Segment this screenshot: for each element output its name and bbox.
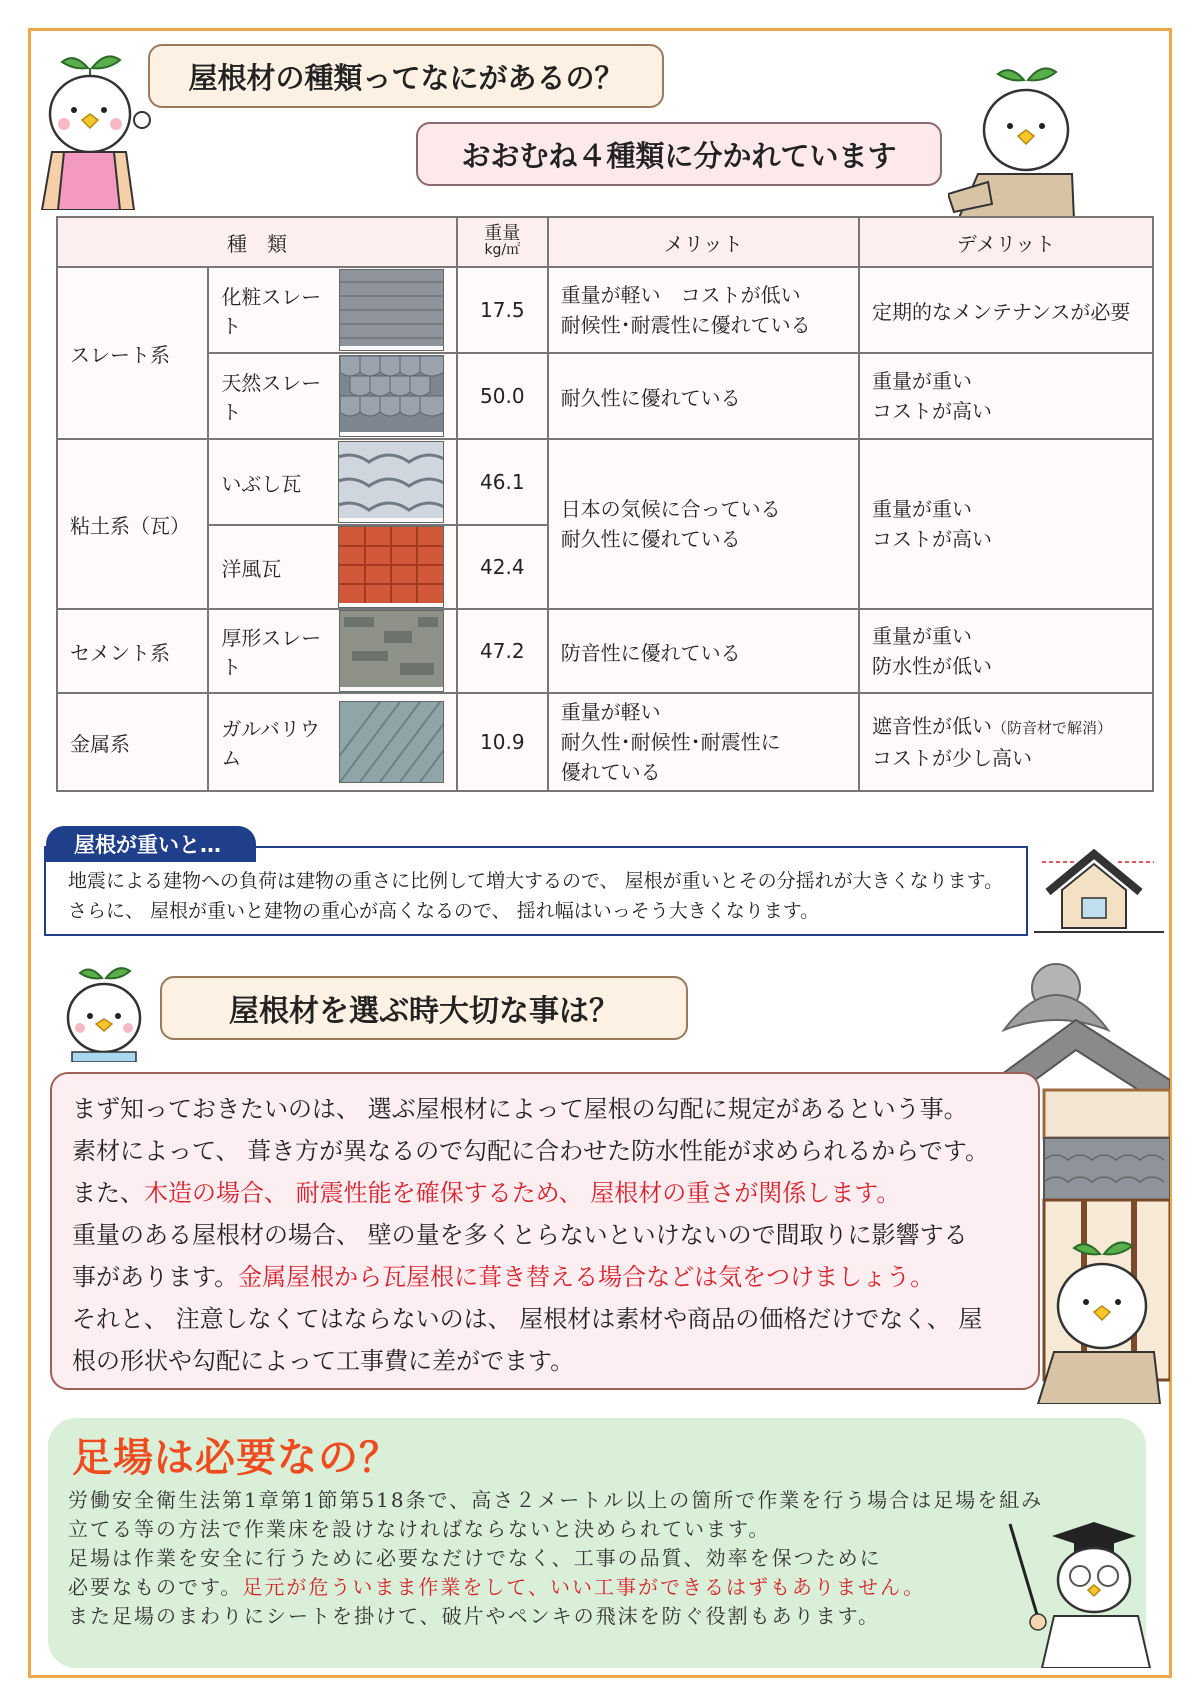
note-text: 事があります。 [72,1263,239,1291]
note-highlight: 木造の場合、 耐震性能を確保するため、 屋根材の重さが関係します。 [144,1179,901,1207]
note-line: 根の形状や勾配によって工事費に差がでます。 [72,1347,575,1375]
merit-line: 重量が軽い [560,700,661,724]
demerit-line: 重量が重い [871,624,972,648]
merit-cell [548,439,859,609]
scaffold-text-part: 必要なものです。 [68,1575,243,1599]
weight-cell: 10.9 [457,693,548,791]
decorative-thick-slate-photo [339,610,443,692]
scaffold-line: 労働安全衛生法第1章第1節第518条で、高さ２メートル以上の箇所で作業を行う場合は足場を組み [68,1488,1044,1512]
merit-line: 日本の気候に合っている [560,497,781,521]
material-name: 天然スレート [221,371,322,424]
scaffold-text [68,1486,1128,1631]
col-header-weight-label: 重量 [484,223,521,244]
scaffold-line: 足場は作業を安全に行うために必要なだけでなく、工事の品質、効率を保つために [68,1546,882,1570]
note-text: また、 [72,1179,144,1207]
group-cell: 粘土系（瓦） [57,439,208,609]
demerit-cell [859,693,1153,791]
demerit-cell [859,267,1153,353]
material-cell [208,693,457,791]
scaffold-title: 足場は必要なの？ [72,1435,400,1481]
col-header-weight [457,217,548,267]
decorative-western-tile-photo [338,526,444,608]
demerit-line: コストが少し高い [871,746,1032,770]
demerit-cell [859,353,1153,439]
merit-line: 防音性に優れている [560,640,741,665]
col-header-weight-unit: kg/㎡ [484,242,521,258]
mascot-worker-illustration [948,54,1078,220]
heavy-roof-tab: 屋根が重いと… [46,826,256,862]
table-row [57,439,1153,525]
heading-four-types-text: おおむね４種類に分かれています [461,138,897,173]
mascot-worker-2-illustration [1024,1228,1164,1404]
group-cell: セメント系 [57,609,208,693]
note-line: 重量のある屋根材の場合、 壁の量を多くとらないといけないので間取りに影響する [72,1221,968,1249]
scaffold-highlight: 足元が危ういまま作業をして、いい工事ができるはずもありません。 [242,1575,926,1599]
note-line: 素材によって、 葺き方が異なるので勾配に合わせた防水性能が求められるからです。 [72,1137,989,1165]
material-name: 洋風瓦 [221,556,282,581]
weight-cell: 42.4 [457,525,548,609]
scaffold-line: また足場のまわりにシートを掛けて、破片やペンキの飛沫を防ぐ役割もあります。 [68,1604,880,1628]
heavy-roof-line: 地震による建物への負荷は建物の重さに比例して増大するので、 屋根が重いとその分揺れが大きくなります。 [68,870,1004,892]
material-name: 厚形スレート [221,626,322,679]
table-row [57,267,1153,353]
scaffold-line: 立てる等の方法で作業床を設けなければならないと決められています。 [68,1517,771,1541]
merit-line: 耐久性に優れている [560,385,741,410]
merit-line: 耐候性･耐震性に優れている [560,313,811,337]
note-line [72,1256,1020,1298]
group-cell: 金属系 [57,693,208,791]
demerit-line: 防水性が低い [871,654,992,678]
merit-line: 耐久性･耐候性･耐震性に [560,730,781,754]
material-name: いぶし瓦 [221,471,302,496]
material-cell [208,439,457,525]
house-sway-illustration [1034,846,1164,938]
demerit-note: （防音材で解消） [991,719,1112,737]
note-highlight: 金属屋根から瓦屋根に葺き替える場合などは気をつけましょう。 [238,1263,935,1291]
merit-cell [548,693,859,791]
weight-cell: 46.1 [457,439,548,525]
table-row [57,609,1153,693]
demerit-cell [859,609,1153,693]
merit-cell [548,609,859,693]
heavy-roof-line: さらに、 屋根が重いと建物の重心が高くなるので、 揺れ幅はいっそう大きくなります。 [68,900,820,922]
mascot-professor-illustration [1008,1518,1158,1668]
scaffold-line [68,1573,1128,1602]
material-name: ガルバリウム [221,717,320,770]
heading-choosing-roof [160,976,688,1040]
note-line [72,1172,1020,1214]
heading-four-types [416,122,942,186]
demerit-line: 重量が重い [871,369,972,393]
merit-cell [548,353,859,439]
merit-line: 耐久性に優れている [560,527,741,551]
note-line: まず知っておきたいのは、 選ぶ屋根材によって屋根の勾配に規定があるという事。 [72,1095,968,1123]
weight-cell: 50.0 [457,353,548,439]
mascot-small-illustration [58,958,154,1062]
material-cell [208,609,457,693]
merit-line: 優れている [560,760,661,784]
decorative-slate-photo [339,269,443,351]
heading-choosing-roof-text: 屋根材を選ぶ時大切な事は？ [229,994,619,1029]
decorative-natural-slate-photo [339,355,443,437]
demerit-line: 遮音性が低い [871,714,992,738]
merit-cell [548,267,859,353]
material-cell [208,267,457,353]
demerit-line: 重量が重い [871,497,972,521]
material-name: 化粧スレート [221,285,322,338]
note-line: それと、 注意しなくてはならないのは、 屋根材は素材や商品の価格だけでなく、 屋 [72,1305,983,1333]
roof-material-table [56,216,1154,792]
table-row [57,693,1153,791]
heading-roof-types-text: 屋根材の種類ってなにがあるの？ [188,60,624,95]
demerit-line: コストが高い [871,527,992,551]
demerit-line: 定期的なメンテナンスが必要 [871,299,1131,324]
col-header-demerit: デメリット [859,217,1153,267]
weight-cell: 47.2 [457,609,548,693]
group-cell: スレート系 [57,267,208,439]
demerit-cell [859,439,1153,609]
roof-choice-notes-box [50,1072,1040,1390]
material-cell [208,525,457,609]
demerit-line: コストが高い [871,399,992,423]
col-header-type: 種 類 [57,217,457,267]
decorative-galvalume-photo [339,701,444,783]
material-cell [208,353,457,439]
col-header-merit: メリット [548,217,859,267]
decorative-ibushi-tile-photo [338,441,444,523]
mascot-apron-illustration [34,40,154,210]
table-row [57,353,1153,439]
weight-cell: 17.5 [457,267,548,353]
merit-line: 重量が軽い コストが低い [560,283,801,307]
heading-roof-types [148,44,664,108]
